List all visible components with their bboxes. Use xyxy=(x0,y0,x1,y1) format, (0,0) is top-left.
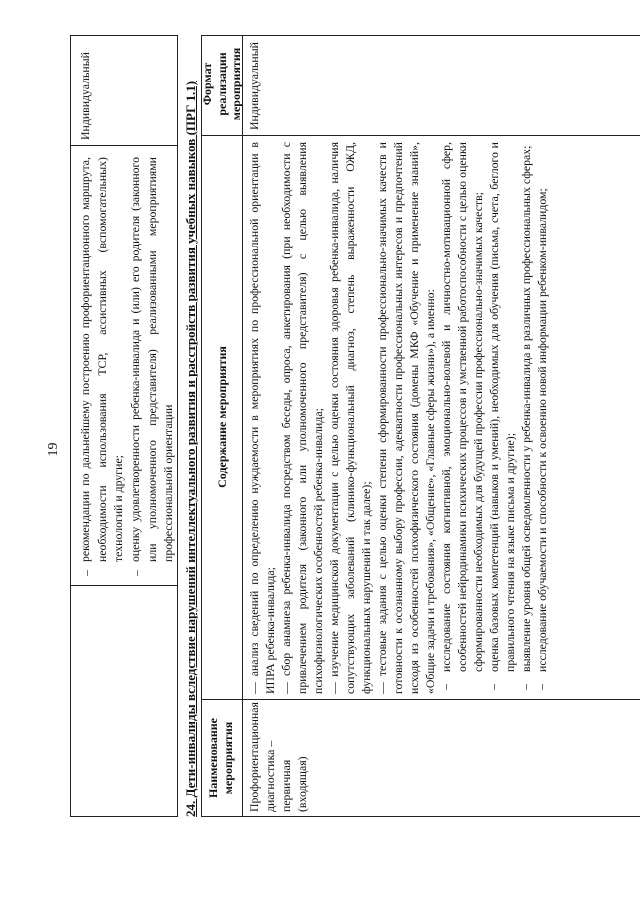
page-number: 19 xyxy=(46,442,61,457)
row-format: Индивидуальный xyxy=(247,42,261,130)
content-paragraph: — тестовые задания с целью оценки степени сформированности профессионально-значимых качеств и готовности к осознанному выбору профессии, адекватности профессиональных интересов и предпочтений исходя из особенностей психофизического состояния (домены МКФ «Обучение и применение знаний», «Общие задачи и требования», «Общение», «Главные сферы жизни»), а именно: xyxy=(375,142,437,694)
top-table: – рекомендации по дальнейшему построению профориентационного маршрута, необходимости использования ТСР, ассистивных (вспомогательных) технологий и другие; – оценку удовлетворенности ребенка-инвалида и (или) его родителя (законного или уполномоченного представителя) реализованными мероприятиями профессиональной ориентации Индивидуальный xyxy=(70,35,178,817)
row-name: Профориентационная диагностика – первичная (входящая) xyxy=(247,702,309,812)
content-paragraph: — сбор анамнеза ребенка-инвалида посредством беседы, опроса, анкетирования (при необходимости с привлечением родителя (законного или уполномоченного представителя) с целью выявления психофизиологических особенностей ребенка-инвалида; xyxy=(279,142,325,694)
top-item-1: рекомендации по дальнейшему построению профориентационного маршрута, необходимости использования ТСР, ассистивных (вспомогательных) технологий и другие; xyxy=(78,157,126,562)
sub-item: выявление уровня общей осведомленности у ребенка-инвалида в различных профессиональных сферах; xyxy=(519,145,533,672)
sub-item: оценка базовых компетенций (навыков и умений), необходимых для обучения (письма, счета, беглого и правильного чтения на языке письма и другие); xyxy=(487,142,517,672)
header-content: Содержание мероприятия xyxy=(215,346,229,488)
top-format-cell: Индивидуальный xyxy=(78,52,92,140)
content-paragraph: — анализ сведений по определению нуждаемости в мероприятиях по профессиональной ориентации в ИПРА ребенка-инвалида; xyxy=(247,142,277,694)
content-paragraph: — изучение медицинской документации с целью оценки состояния здоровья ребенка-инвалида, наличия сопутствующих заболеваний (клинико-функциональный диагноз, степень выраженности ОЖД, функциональных нарушений и так далее); xyxy=(327,142,373,694)
activity-table xyxy=(201,35,640,817)
sub-item: исследование состояния когнитивной, эмоционально-волевой и личностно-мотивационной сфер, особенностей нейродинамики психических процессов и умственной работоспособности с целью оценки сформированности необходимых для будущей профессии профессионально-значимых качеств; xyxy=(439,142,485,672)
row-content: — анализ сведений по определению нуждаемости в мероприятиях по профессиональной ориентации в ИПРА ребенка-инвалида; — сбор анамнеза ребенка-инвалида посредством беседы, опроса, анкетирования (при необходимости с привлечением родителя (законного или уполномоченного представителя) с целью выявления психофизиологических особенностей ребенка-инвалида; — изучение медицинской документации с целью оценки состояния здоровья ребенка-инвалида, наличия сопутствующих заболеваний (клинико-функциональный диагноз, степень выраженности ОЖД, функциональных нарушений и так далее); — тестовые задания с целью оценки степени сформированности профессионально-значимых качеств и готовности к осознанному выбору профессии, адекватности профессиональных интересов и предпочтений исходя из особенностей психофизического состояния (домены МКФ «Обучение и применение знаний», «Общие задачи и требования», «Общение», «Главные сферы жизни»), а именно: – исследование состояния когнитивной, эмоционально-волевой и личностно-мотивационной сфер, особенностей нейродинамики психических процессов и умственной работоспособности с целью оценки сформированности необходимых для будущей профессии профессионально-значимых качеств; – оценка базовых компетенций (навыков и умений), необходимых для обучения (письма, счета, беглого и правильного чтения на языке письма и другие); – выявление уровня общей осведомленности у ребенка-инвалида в различных профессиональных сферах; – исследование обучаемости и способности к освоению новой информации ребенком-инвалидом; xyxy=(247,142,549,694)
header-format: Формат реализации мероприятия xyxy=(200,47,243,121)
top-item-2: оценку удовлетворенности ребенка-инвалида и (или) его родителя (законного или уполномоченного представителя) реализованными мероприятиями профессиональной ориентации xyxy=(128,157,176,562)
sub-item: исследование обучаемости и способности к освоению новой информации ребенком-инвалидом; xyxy=(535,188,549,672)
header-name: Наименование мероприятия xyxy=(206,718,235,798)
section-title: 24. Дети-инвалиды вследствие нарушений интеллектуального развития и расстройств развития учебных навыков (ПРГ 1.1) xyxy=(183,80,198,817)
